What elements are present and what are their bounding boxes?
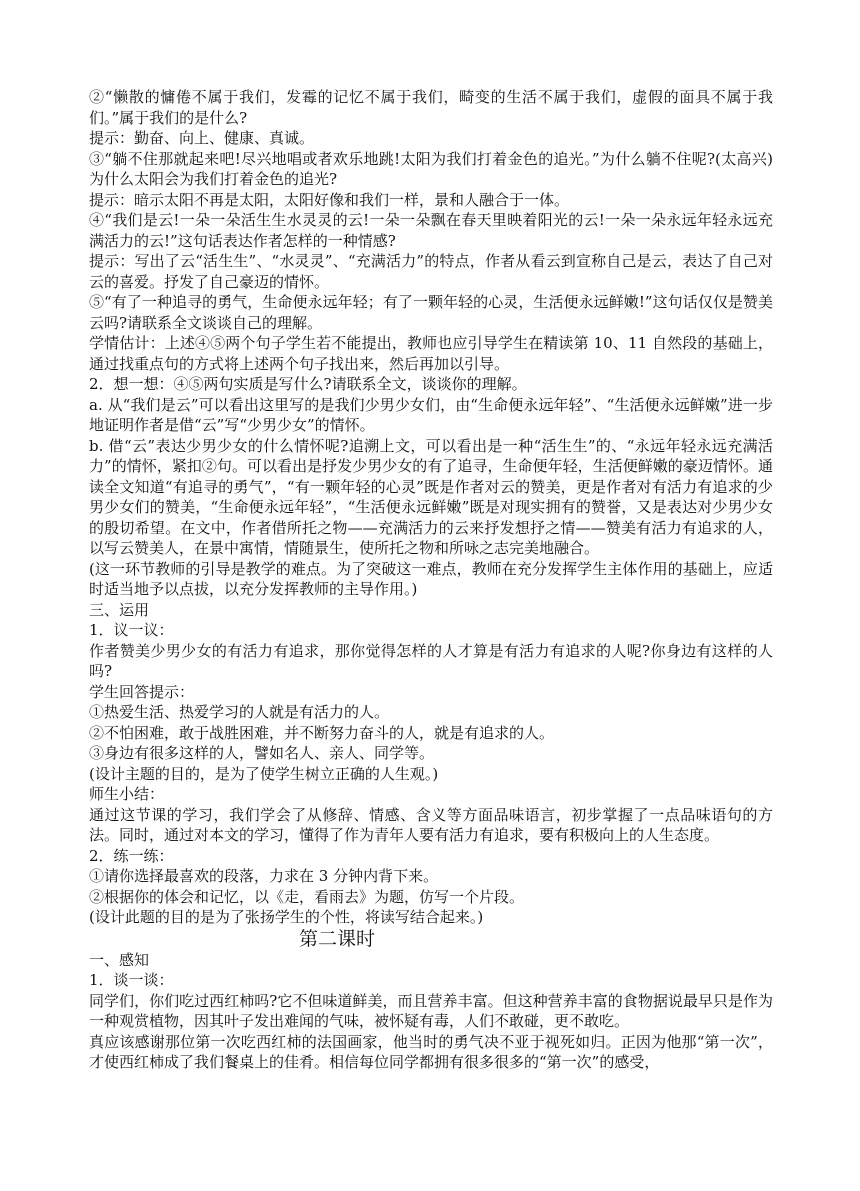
paragraph: b. 借“云”表达少男少女的什么情怀呢?追溯上文，可以看出是一种“活生生”的、“永远年轻永远充满活力”的情怀，紧扣②句。可以看出是抒发少男少女的有了追寻，生命便年轻，生活便鲜嫩的豪迈情怀。通读全文知道“有追寻的勇气”，“有一颗年轻的心灵”既是作者对云的赞美，更是作者对有活力有追求的少男少女们的赞美，“生命便永远年轻”，“生活便永远鲜嫩”既是对现实拥有的赞誉，又是表达对少男少女的殷切希望。在文中，作者借所托之物——充满活力的云来抒发想抒之情——赞美有活力有追求的人，以写云赞美人，在景中寓情，情随景生，使所托之物和所咏之志完美地融合。	[89, 436, 773, 557]
paragraph: (设计此题的目的是为了张扬学生的个性，将读写结合起来。)	[89, 908, 484, 926]
paragraph: 2．练一练：	[89, 846, 174, 865]
paragraph: 师生小结：	[89, 785, 165, 803]
paragraph: 提示：暗示太阳不再是太阳，太阳好像和我们一样，景和人融合于一体。	[89, 190, 570, 209]
section-heading: 三、运用	[89, 600, 150, 619]
paragraph: 提示：写出了云“活生生”、“水灵灵”、“充满活力”的特点，作者从看云到宣称自己是云，表达了自己对云的喜爱。抒发了自己豪迈的情怀。	[89, 252, 773, 291]
list-item: ③身边有很多这样的人，譬如名人、亲人、同学等。	[89, 744, 435, 762]
list-item: ①请你选择最喜欢的段落，力求在 3 分钟内背下来。	[89, 867, 439, 885]
paragraph: 真应该感谢那位第一次吃西红柿的法国画家，他当时的勇气决不亚于视死如归。正因为他那“第一次”，才使西红柿成了我们餐桌上的佳肴。相信每位同学都拥有很多很多的“第一次”的感受，	[89, 1032, 773, 1071]
section-heading: 一、感知	[89, 950, 150, 969]
paragraph: 学情估计：上述④⑤两个句子学生若不能提出，教师也应引导学生在精读第 10、11 自然段的基础上，通过找重点句的方式将上述两个句子找出来，然后再加以引导。	[89, 334, 773, 373]
paragraph: a. 从“我们是云”可以看出这里写的是我们少男少女们，由“生命便永远年轻”、“生活便永远鲜嫩”进一步地证明作者是借“云”写“少男少女”的情怀。	[89, 395, 773, 434]
paragraph: ⑤“有了一种追寻的勇气，生命便永远年轻；有了一颗年轻的心灵，生活便永远鲜嫩!”这句话仅仅是赞美云吗?请联系全文谈谈自己的理解。	[89, 293, 773, 332]
paragraph: 通过这节课的学习，我们学会了从修辞、情感、含义等方面品味语言，初步掌握了一点品味语句的方法。同时，通过对本文的学习，懂得了作为青年人要有活力有追求，要有积极向上的人生态度。	[89, 805, 773, 844]
paragraph: ②“懒散的慵倦不属于我们，发霉的记忆不属于我们，畸变的生活不属于我们，虚假的面具不属于我们。”属于我们的是什么?	[89, 88, 773, 127]
list-item: ②不怕困难，敢于战胜困难，并不断努力奋斗的人，就是有追求的人。	[89, 723, 555, 742]
lesson-title: 第二课时	[299, 927, 376, 950]
paragraph: 提示：勤奋、向上、健康、真诚。	[89, 129, 315, 147]
paragraph: (这一环节教师的引导是教学的难点。为了突破这一难点，教师在充分发挥学生主体作用的基础上，应适时适当地予以点拔，以充分发挥教师的主导作用。)	[89, 559, 773, 598]
paragraph: 作者赞美少男少女的有活力有追求，那你觉得怎样的人才算是有活力有追求的人呢?你身边有这样的人吗?	[89, 641, 773, 680]
paragraph: ③“躺不住那就起来吧!尽兴地唱或者欢乐地跳!太阳为我们打着金色的追光。”为什么躺不住呢?(太高兴)为什么太阳会为我们打着金色的追光?	[89, 149, 773, 188]
paragraph: ④“我们是云!一朵一朵活生生水灵灵的云!一朵一朵飘在春天里映着阳光的云!一朵一朵永远年轻永远充满活力的云!”这句话表达作者怎样的一种情感?	[89, 211, 773, 250]
paragraph: 2．想一想：④⑤两句实质是写什么?请联系全文，谈谈你的理解。	[89, 375, 527, 393]
list-item: ①热爱生活、热爱学习的人就是有活力的人。	[89, 703, 390, 721]
paragraph: 同学们，你们吃过西红柿吗?它不但味道鲜美，而且营养丰富。但这种营养丰富的食物据说最早只是作为一种观赏植物，因其叶子发出难闻的气味，被怀疑有毒，人们不敢碰，更不敢吃。	[89, 991, 773, 1030]
list-item: ②根据你的体会和记忆，以《走，看雨去》为题，仿写一个片段。	[89, 887, 525, 906]
paragraph: 1．谈一谈：	[89, 971, 174, 989]
paragraph: 1．议一议：	[89, 621, 174, 639]
paragraph: (设计主题的目的，是为了使学生树立正确的人生观。)	[89, 764, 439, 783]
document-page	[89, 87, 773, 1073]
paragraph: 学生回答提示：	[89, 682, 195, 701]
